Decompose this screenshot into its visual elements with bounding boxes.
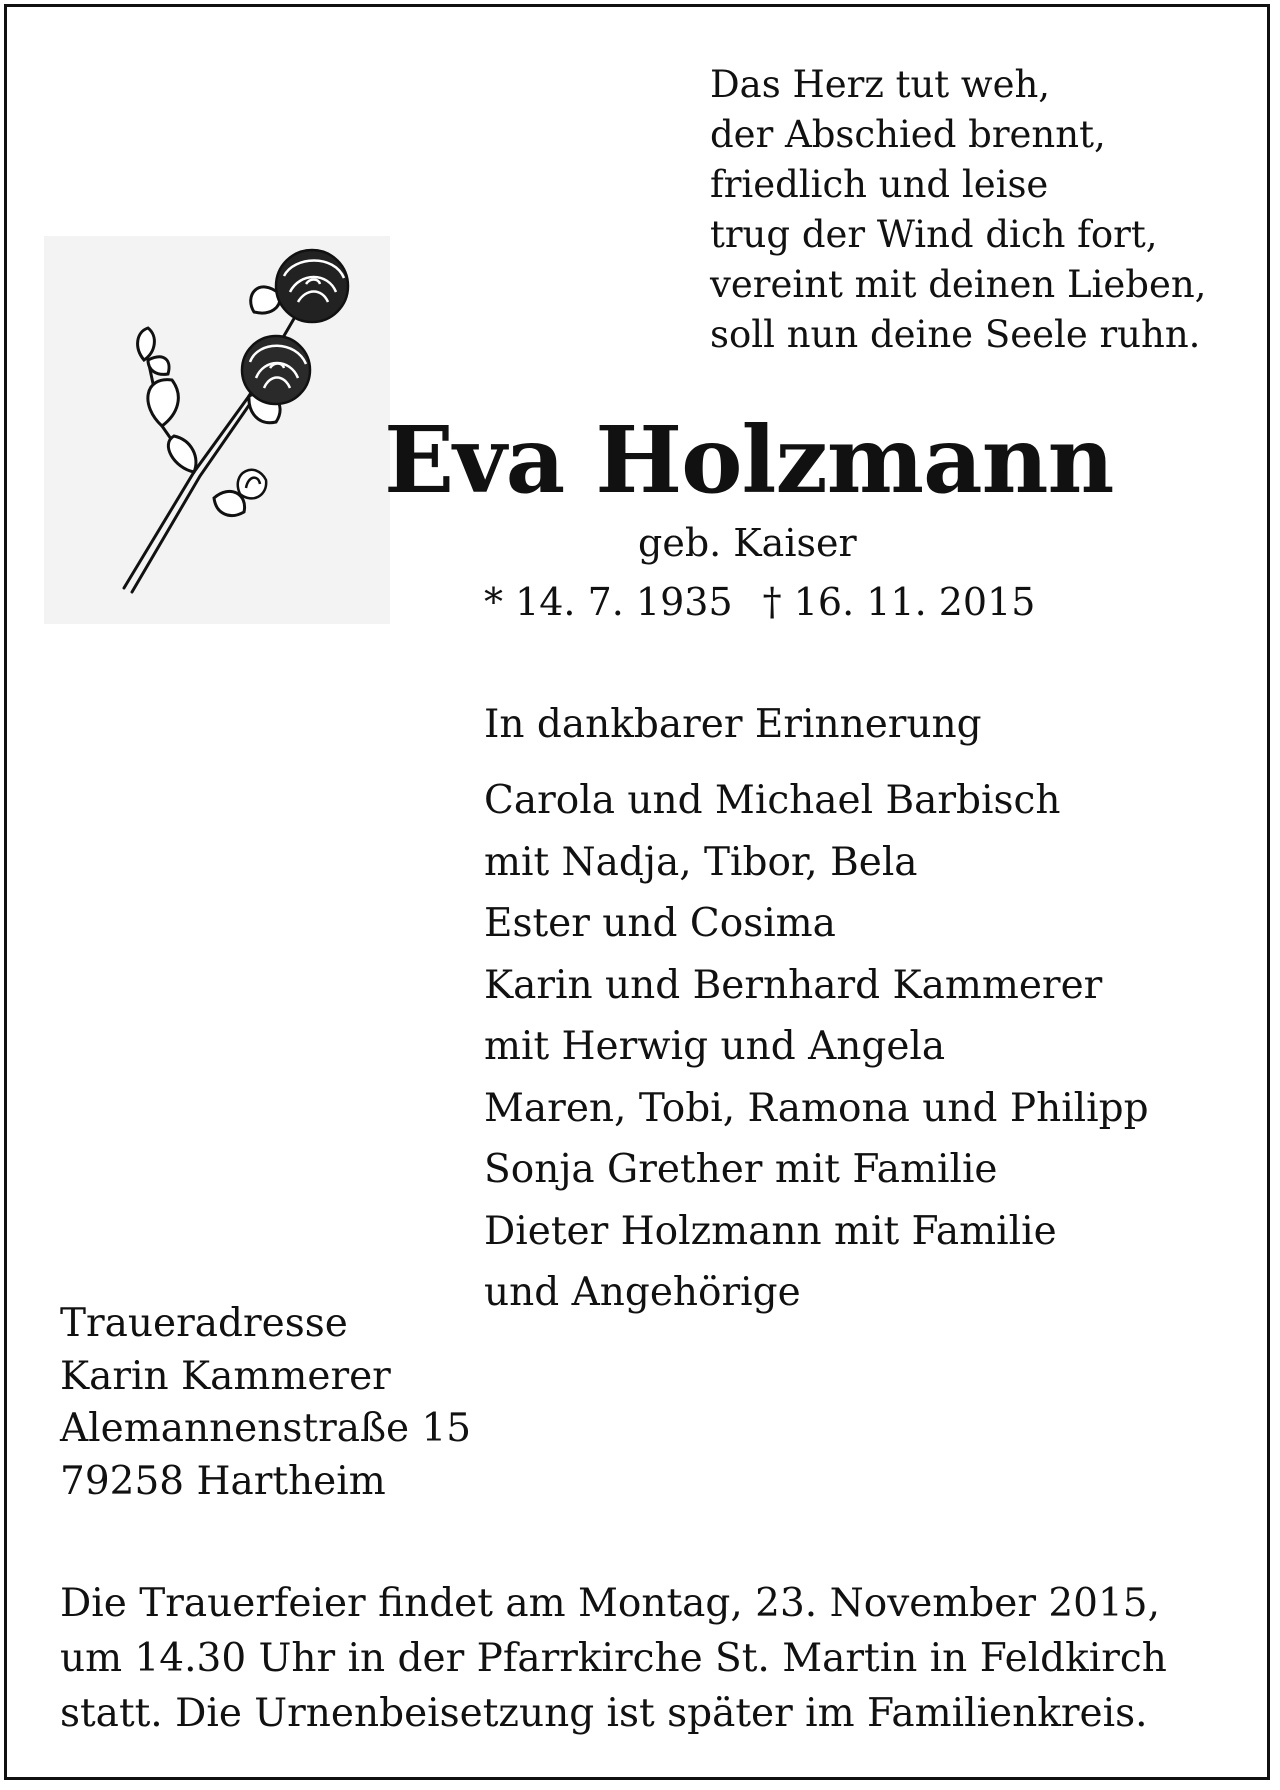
service-notice	[60, 1576, 1167, 1741]
mourner-line: Ester und Cosima	[484, 901, 836, 946]
poem	[710, 60, 1206, 360]
life-dates	[484, 580, 1035, 624]
mourner-line: und Angehörige	[484, 1270, 801, 1315]
mourner-line: Maren, Tobi, Ramona und Philipp	[484, 1085, 1149, 1131]
mourner-line: mit Herwig und Angela	[484, 1024, 946, 1069]
poem-line: der Abschied brennt,	[710, 113, 1106, 156]
mourner-line: Sonja Grether mit Familie	[484, 1147, 998, 1192]
maiden-name: geb. Kaiser	[638, 521, 857, 565]
mourning-address	[60, 1298, 471, 1508]
service-line: um 14.30 Uhr in der Pfarrkirche St. Martin in Feldkirch	[60, 1636, 1167, 1681]
mourner-line: Dieter Holzmann mit Familie	[484, 1208, 1057, 1254]
poem-line: friedlich und leise	[710, 163, 1049, 206]
address-line: Alemannenstraße 15	[60, 1406, 472, 1451]
mourners-list	[484, 770, 1149, 1324]
mourner-line: Karin und Bernhard Kammerer	[484, 962, 1103, 1008]
poem-line: Das Herz tut weh,	[710, 63, 1051, 106]
poem-line: vereint mit deinen Lieben,	[710, 263, 1207, 306]
mourner-line: mit Nadja, Tibor, Bela	[484, 839, 918, 885]
rose-illustration	[44, 236, 390, 624]
poem-line: soll nun deine Seele ruhn.	[710, 313, 1201, 356]
mourner-line: Carola und Michael Barbisch	[484, 778, 1061, 823]
poem-line: trug der Wind dich fort,	[710, 213, 1158, 256]
service-line: statt. Die Urnenbeisetzung ist später im Familienkreis.	[60, 1691, 1148, 1736]
remembrance-intro: In dankbarer Erinnerung	[484, 702, 982, 747]
death-date: † 16. 11. 2015	[762, 580, 1036, 624]
address-line: 79258 Hartheim	[60, 1458, 386, 1504]
birth-date: * 14. 7. 1935	[484, 580, 733, 624]
rose-icon	[44, 236, 390, 624]
address-line: Traueradresse	[60, 1301, 348, 1346]
service-line: Die Trauerfeier findet am Montag, 23. November 2015,	[60, 1581, 1161, 1626]
address-line: Karin Kammerer	[60, 1353, 391, 1399]
deceased-name: Eva Holzmann	[384, 406, 1114, 514]
